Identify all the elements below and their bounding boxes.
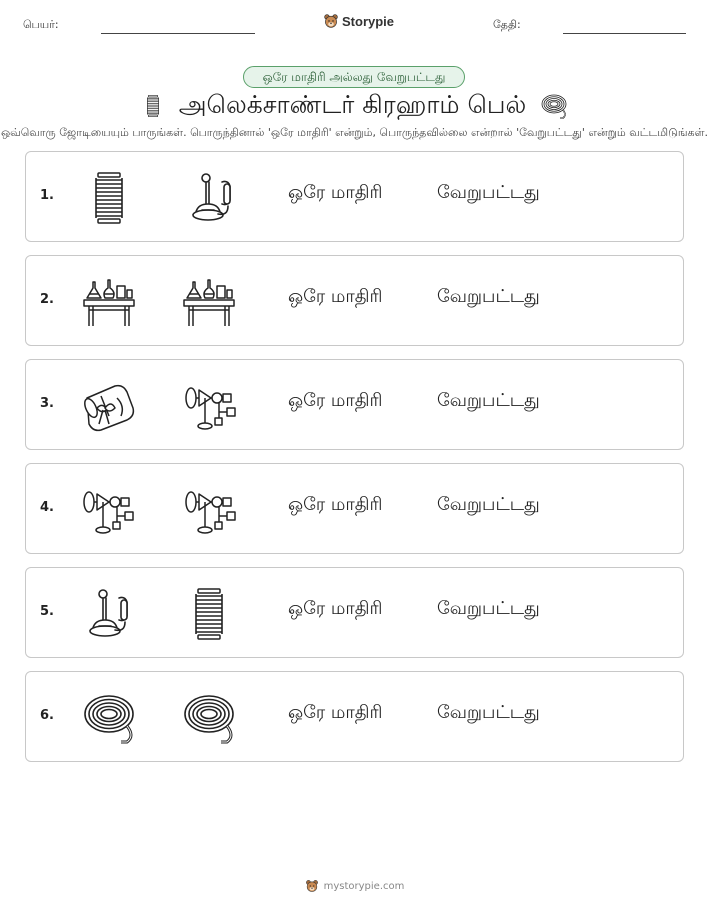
- candlestick-telephone-icon: [184, 170, 240, 226]
- bear-mascot-icon: [305, 879, 319, 893]
- question-row: [25, 567, 684, 658]
- date-line[interactable]: [563, 33, 686, 34]
- option-same[interactable]: ஒரே மாதிரி: [288, 286, 383, 307]
- option-different[interactable]: வேறுபட்டது: [437, 494, 540, 515]
- cable-coil-icon: [81, 690, 137, 746]
- photophone-icon: [183, 378, 239, 434]
- worksheet-type-badge: ஒரே மாதிரி அல்லது வேறுபட்டது: [243, 66, 465, 88]
- coil-icon: [81, 170, 137, 226]
- option-same[interactable]: ஒரே மாதிரி: [288, 598, 383, 619]
- lab-table-icon: [81, 274, 137, 330]
- option-different[interactable]: வேறுபட்டது: [437, 390, 540, 411]
- question-row: [25, 359, 684, 450]
- coil-icon: [181, 586, 237, 642]
- brand-logo: [323, 13, 394, 29]
- lab-table-icon: [181, 274, 237, 330]
- diploma-scroll-icon: [81, 378, 137, 434]
- cable-coil-icon: [181, 690, 237, 746]
- question-row: [25, 151, 684, 242]
- photophone-icon: [183, 482, 239, 538]
- candlestick-telephone-icon: [81, 586, 137, 642]
- question-row: [25, 255, 684, 346]
- option-different[interactable]: வேறுபட்டது: [437, 182, 540, 203]
- title-text: அலெக்சாண்டர் கிரஹாம் பெல்: [178, 89, 527, 119]
- option-same[interactable]: ஒரே மாதிரி: [288, 182, 383, 203]
- instructions: ஒவ்வொரு ஜோடியையும் பாருங்கள். பொருந்தினால் 'ஒரே மாதிரி' என்றும், பொருந்தவில்லை என்றால் 'வேறுபட்டது' என்றும் வட்டமிடுங்கள்.: [0, 126, 709, 139]
- question-row: [25, 671, 684, 762]
- question-number: 4.: [40, 500, 54, 515]
- option-different[interactable]: வேறுபட்டது: [437, 286, 540, 307]
- footer-url[interactable]: mystorypie.com: [323, 880, 405, 892]
- coil-icon: [141, 91, 165, 121]
- option-same[interactable]: ஒரே மாதிரி: [288, 494, 383, 515]
- page-title: [0, 90, 709, 122]
- option-different[interactable]: வேறுபட்டது: [437, 598, 540, 619]
- name-label: பெயர்:: [23, 18, 59, 31]
- bear-mascot-icon: [323, 13, 339, 29]
- question-number: 1.: [40, 188, 54, 203]
- name-line[interactable]: [101, 33, 255, 34]
- date-label: தேதி:: [493, 18, 521, 31]
- question-row: [25, 463, 684, 554]
- question-number: 6.: [40, 708, 54, 723]
- question-number: 5.: [40, 604, 54, 619]
- footer: [0, 879, 709, 893]
- option-different[interactable]: வேறுபட்டது: [437, 702, 540, 723]
- cable-coil-icon: [540, 92, 568, 120]
- question-number: 2.: [40, 292, 54, 307]
- photophone-icon: [81, 482, 137, 538]
- option-same[interactable]: ஒரே மாதிரி: [288, 390, 383, 411]
- option-same[interactable]: ஒரே மாதிரி: [288, 702, 383, 723]
- brand-name: Storypie: [342, 13, 395, 29]
- question-number: 3.: [40, 396, 54, 411]
